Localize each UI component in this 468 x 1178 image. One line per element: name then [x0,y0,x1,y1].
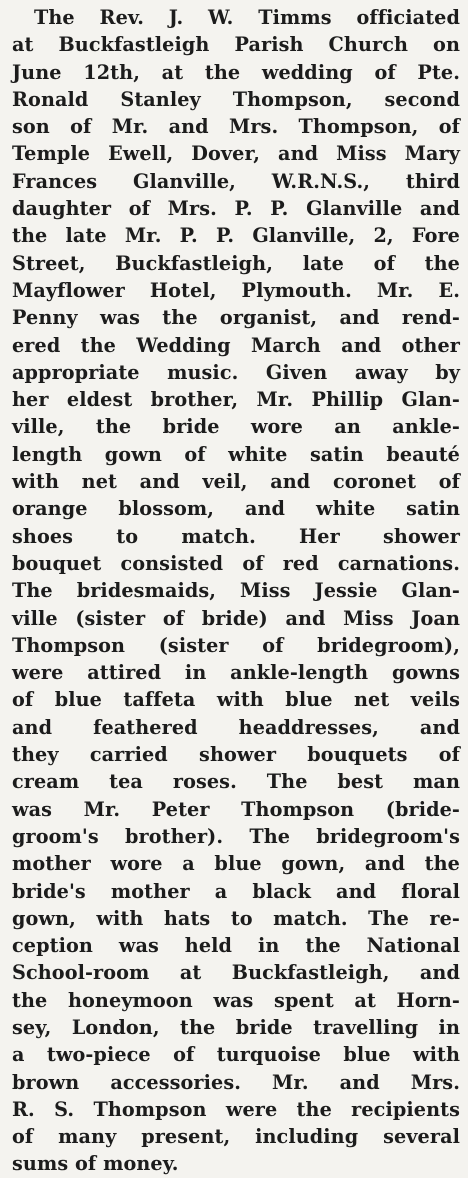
article-line: a two-piece of turquoise blue with [12,1043,460,1067]
article-line: bride's mother a black and floral [12,879,460,903]
article-line: was Mr. Peter Thompson (bride- [12,797,460,821]
article-line: were attired in ankle-length gowns [12,661,460,685]
article-line: The bridesmaids, Miss Jessie Glan- [12,579,460,603]
article-line: Penny was the organist, and rend- [12,306,460,330]
article-line: R. S. Thompson were the recipients [12,1097,460,1121]
article-line: School-room at Buckfastleigh, and [12,961,460,985]
article-line: ville (sister of bride) and Miss Joan [12,606,460,630]
article-line: sums of money. [12,1152,179,1176]
article-line: her eldest brother, Mr. Phillip Glan- [12,388,460,412]
article-line: Street, Buckfastleigh, late of the [12,251,460,275]
article-line: ville, the bride wore an ankle- [12,415,460,439]
article-line: Mayflower Hotel, Plymouth. Mr. E. [12,278,460,302]
article-line: of many present, including several [12,1125,460,1149]
article-line: length gown of white satin beauté [12,442,460,466]
article-line: groom's brother). The bridegroom's [12,824,460,848]
article-line: Ronald Stanley Thompson, second [12,87,460,111]
article-line: with net and veil, and coronet of [12,470,460,494]
article-line: sey, London, the bride travelling in [12,1015,460,1039]
article-line: cream tea roses. The best man [12,770,460,794]
article-line: and feathered headdresses, and [12,715,460,739]
article-line: ception was held in the National [12,934,460,958]
article-line: bouquet consisted of red carnations. [12,551,460,575]
article-line: orange blossom, and white satin [12,497,460,521]
article-line: Thompson (sister of bridegroom), [12,633,460,657]
article-body [12,4,460,1178]
article-line: Temple Ewell, Dover, and Miss Mary [12,142,460,166]
article-line: June 12th, at the wedding of Pte. [12,60,460,84]
article-line: mother wore a blue gown, and the [12,852,460,876]
article-line: of blue taffeta with blue net veils [12,688,460,712]
article-line: shoes to match. Her shower [12,524,460,548]
article-line: the late Mr. P. P. Glanville, 2, Fore [12,224,460,248]
article-line: the honeymoon was spent at Horn- [12,988,460,1012]
article-line: brown accessories. Mr. and Mrs. [12,1070,460,1094]
article-line: daughter of Mrs. P. P. Glanville and [12,197,460,221]
article-line: gown, with hats to match. The re- [12,906,460,930]
article-line: they carried shower bouquets of [12,743,460,767]
article-line: ered the Wedding March and other [12,333,460,357]
article-line: The Rev. J. W. Timms officiated [34,6,460,29]
article-line: appropriate music. Given away by [12,360,460,384]
article-line: son of Mr. and Mrs. Thompson, of [12,115,460,139]
article-line: at Buckfastleigh Parish Church on [12,33,460,57]
article-line: Frances Glanville, W.R.N.S., third [12,169,460,193]
